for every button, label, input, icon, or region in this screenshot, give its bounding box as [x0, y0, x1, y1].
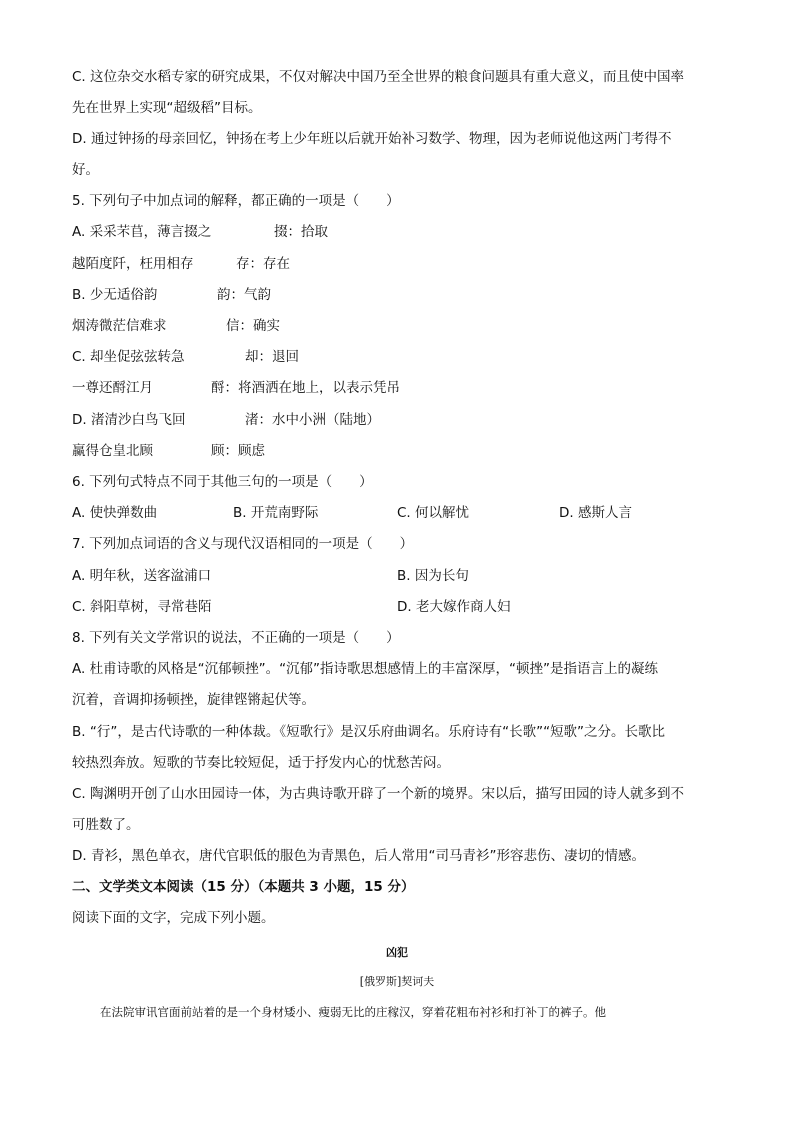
q5-row-c2: 一尊还酹江月 [72, 380, 153, 396]
q8-line-1: A. 杜甫诗歌的风格是“沉郁顿挫”。“沉郁”指诗歌思想感情上的丰富深厚，“顿挫”是指语言上的凝练 [72, 661, 659, 677]
option-c-line-2: 先在世界上实现“超级稻”目标。 [72, 100, 262, 116]
q5-gloss-c2: 酹：将酒洒在地上，以表示凭吊 [211, 380, 400, 396]
q5-gloss-b2: 信：确实 [226, 318, 280, 334]
q8-line-3: B. “行”，是古代诗歌的一种体裁。《短歌行》是汉乐府曲调名。乐府诗有“长歌”“短歌”之分。长歌比 [72, 724, 666, 740]
q7-option-d: D. 老大嫁作商人妇 [397, 599, 511, 615]
q6-option-d: D. 感斯人言 [559, 505, 632, 521]
q7-option-c: C. 斜阳草树，寻常巷陌 [72, 599, 212, 615]
section-2-heading: 二、文学类文本阅读（15 分）（本题共 3 小题，15 分） [72, 879, 415, 895]
q8-line-4: 较热烈奔放。短歌的节奏比较短促，适于抒发内心的忧愁苦闷。 [72, 755, 450, 771]
q5-row-c1: C. 却坐促弦弦转急 [72, 349, 185, 365]
q6-option-a: A. 使快弹数曲 [72, 505, 158, 521]
q5-row-b1: B. 少无适俗韵 [72, 287, 158, 303]
q5-gloss-a2: 存：存在 [236, 256, 290, 272]
q8-line-5: C. 陶渊明开创了山水田园诗一体，为古典诗歌开辟了一个新的境界。宋以后，描写田园的诗人就多到不 [72, 786, 685, 802]
option-c-line-1: C. 这位杂交水稻专家的研究成果，不仅对解决中国乃至全世界的粮食问题具有重大意义，而且使中国率 [72, 69, 685, 85]
option-d-line-2: 好。 [72, 162, 99, 178]
story-author: [俄罗斯]契诃夫 [359, 975, 435, 988]
q5-gloss-d1: 渚：水中小洲（陆地） [245, 412, 380, 428]
q5-gloss-c1: 却：退回 [245, 349, 299, 365]
question-8-stem: 8. 下列有关文学常识的说法，不正确的一项是（ ） [72, 630, 400, 646]
q5-row-d2: 赢得仓皇北顾 [72, 443, 153, 459]
q7-option-b: B. 因为长句 [397, 568, 469, 584]
q5-gloss-b1: 韵：气韵 [217, 287, 271, 303]
q8-line-6: 可胜数了。 [72, 817, 140, 833]
q5-gloss-d2: 顾：顾虑 [211, 443, 265, 459]
story-title: 凶犯 [386, 946, 408, 959]
q6-option-c: C. 何以解忧 [397, 505, 470, 521]
q6-option-b: B. 开荒南野际 [233, 505, 319, 521]
q8-line-7: D. 青衫，黑色单衣，唐代官职低的服色为青黑色，后人常用“司马青衫”形容悲伤、凄切的情感。 [72, 848, 645, 864]
q5-row-d1: D. 渚清沙白鸟飞回 [72, 412, 186, 428]
question-7-stem: 7. 下列加点词语的含义与现代汉语相同的一项是（ ） [72, 536, 414, 552]
story-first-line: 在法院审讯官面前站着的是一个身材矮小、瘦弱无比的庄稼汉，穿着花粗布衬衫和打补丁的裤子。他 [100, 1005, 606, 1019]
q7-option-a: A. 明年秋，送客湓浦口 [72, 568, 212, 584]
q5-gloss-a1: 掇：拾取 [274, 224, 328, 240]
question-6-stem: 6. 下列句式特点不同于其他三句的一项是（ ） [72, 474, 373, 490]
q5-row-b2: 烟涛微茫信难求 [72, 318, 167, 334]
q5-row-a2: 越陌度阡，枉用相存 [72, 256, 194, 272]
reading-instruction: 阅读下面的文字，完成下列小题。 [72, 910, 275, 926]
option-d-line-1: D. 通过钟扬的母亲回忆，钟扬在考上少年班以后就开始补习数学、物理，因为老师说他这两门考得不 [72, 131, 672, 147]
q5-row-a1: A. 采采芣苢，薄言掇之 [72, 224, 212, 240]
question-5-stem: 5. 下列句子中加点词的解释，都正确的一项是（ ） [72, 193, 400, 209]
q8-line-2: 沉着，音调抑扬顿挫，旋律铿锵起伏等。 [72, 692, 315, 708]
